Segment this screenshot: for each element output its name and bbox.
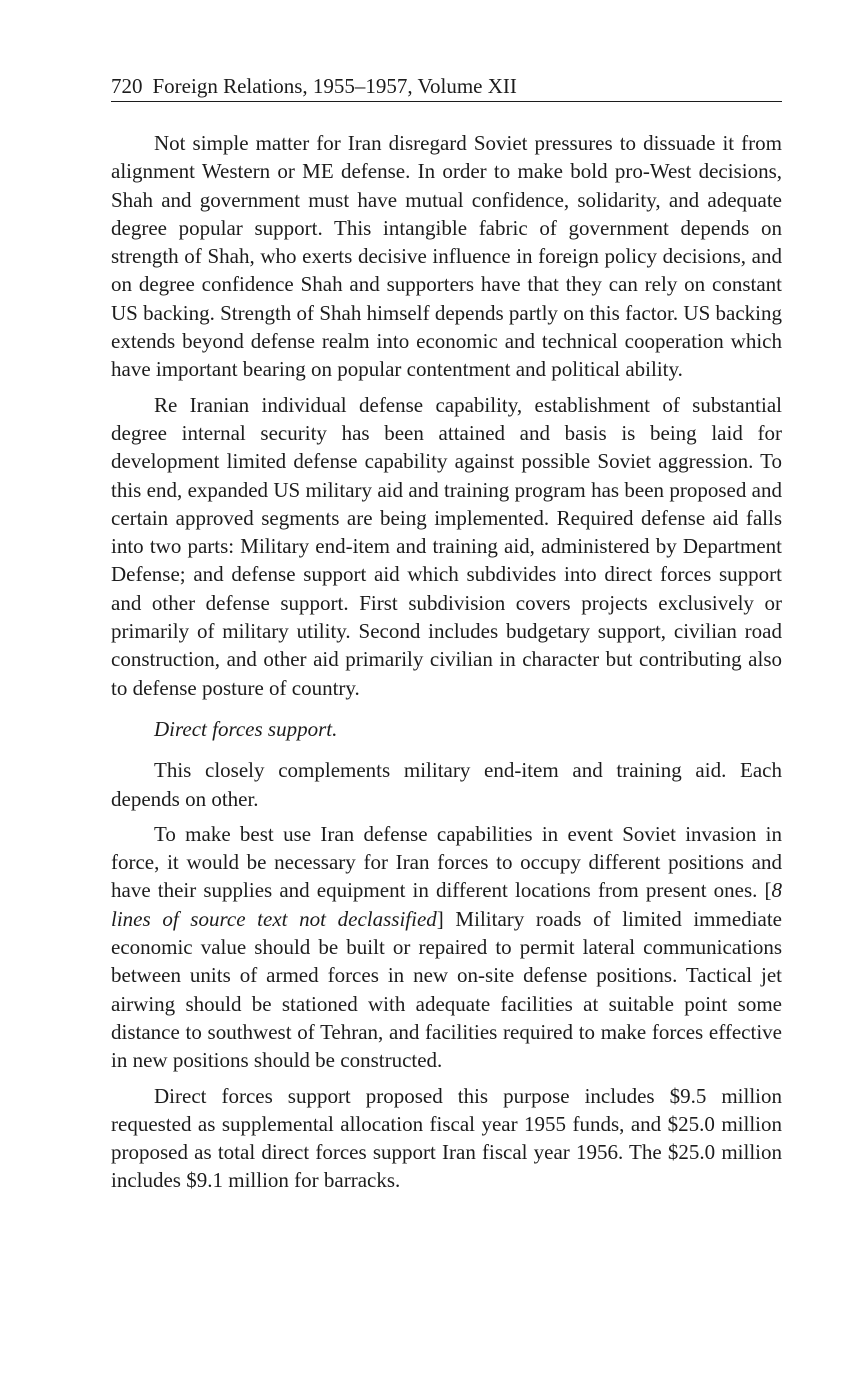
body-text	[111, 129, 782, 1195]
paragraph-defense-capability: Re Iranian individual defense capability, establishment of substantial degree internal security has been attained and basis is being laid for development limited defense capability against possible Soviet aggression. To this end, expanded US military aid and training program has been proposed and certain approved segments are being implemented. Required defense aid falls into two parts: Military end-item and training aid, administered by Department Defense; and defense support aid which subdivides into direct forces support and other defense support. First subdivision covers projects exclusively or primarily of military utility. Second includes budgetary support, civilian road construction, and other aid primarily civilian in character but contributing also to defense posture of country.	[111, 392, 782, 700]
volume-title: Foreign Relations, 1955–1957, Volume XII	[152, 74, 517, 98]
paragraph-shah-support: Not simple matter for Iran disregard Soviet pressures to dissuade it from alignment Western or ME defense. In order to make bold pro-West decisions, Shah and government must have mutual confidence, solidarity, and adequate degree popular support. This intangible fabric of government depends on strength of Shah, who exerts decisive influence in foreign policy decisions, and on degree confidence Shah and supporters have that they can rely on constant US backing. Strength of Shah himself depends partly on this factor. US backing extends beyond defense realm into economic and technical cooperation which have important bearing on popular contentment and political ability.	[111, 131, 782, 382]
paragraph-funding: Direct forces support proposed this purpose includes $9.5 million requested as supplemental allocation fiscal year 1955 funds, and $25.0 million proposed as total direct forces support Iran fiscal year 1956. The $25.0 million includes $9.1 million for barracks.	[111, 1083, 782, 1193]
section-heading-direct-forces-support: Direct forces support.	[154, 716, 338, 741]
document-page	[111, 72, 782, 1195]
running-head	[111, 72, 782, 102]
paragraph-soviet-invasion	[111, 820, 782, 1075]
paragraph-complements-aid: This closely complements military end-item and training aid. Each depends on other.	[111, 758, 782, 811]
paragraph-text: ] Military roads of limited immediate economic value should be built or repaired to permit lateral communications between units of armed forces in new on-site defense positions. Tactical jet airwing should be stationed with adequate facilities at suitable point some distance to southwest of Tehran, and facilities required to make forces effective in new positions should be constructed.	[111, 906, 782, 1073]
page-number: 720	[111, 74, 143, 98]
declassification-note: 8 lines of source text not declassified	[111, 878, 782, 931]
paragraph-text: To make best use Iran defense capabilities in event Soviet invasion in force, it would be necessary for Iran forces to occupy different positions and have their supplies and equipment in different locations from present ones. [	[111, 821, 782, 903]
